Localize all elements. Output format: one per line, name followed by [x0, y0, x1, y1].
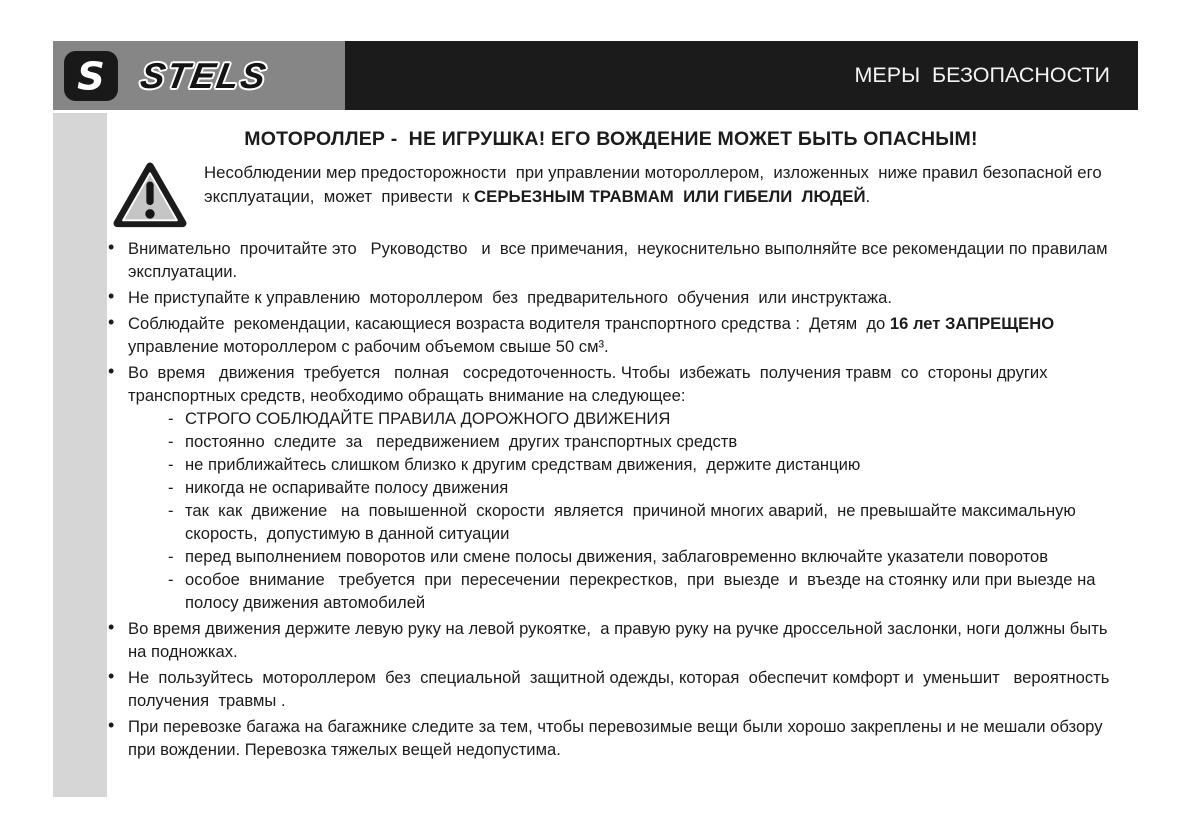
- bullet-text: [128, 363, 1052, 405]
- bullet-icon: •: [108, 715, 115, 735]
- list-item: [108, 361, 1114, 614]
- bullet-icon: •: [108, 312, 115, 332]
- header-bar: [53, 41, 1138, 110]
- list-item: [108, 286, 1114, 309]
- content-area: [108, 128, 1119, 764]
- sub-item-text: перед выполнением поворотов или смене полосы движения, заблаговременно включайте указатели поворотов: [185, 547, 1049, 566]
- bold-text-run: 16 лет ЗАПРЕЩЕНО: [889, 314, 1055, 333]
- dash-icon: -: [168, 409, 174, 428]
- text-run: Несоблюдении мер предосторожности при управлении мотороллером, изложенных ниже правил безопасной его эксплуатации, может привести к: [204, 163, 1107, 206]
- bullet-icon: •: [108, 666, 115, 686]
- bullet-icon: •: [108, 361, 115, 381]
- stels-s-icon: [63, 50, 119, 102]
- sub-item-text: СТРОГО СОБЛЮДАЙТЕ ПРАВИЛА ДОРОЖНОГО ДВИЖЕНИЯ: [185, 409, 671, 428]
- text-run: Во время движения требуется полная сосредоточенность. Чтобы избежать получения травм со стороны других транспортных средств, необходимо обращать внимание на следующее:: [128, 363, 1053, 405]
- safety-bullet-list: [108, 237, 1119, 761]
- sub-item-text: не приближайтесь слишком близко к другим средствам движения, держите дистанцию: [185, 455, 861, 474]
- page-title: МОТОРОЛЛЕР - НЕ ИГРУШКА! ЕГО ВОЖДЕНИЕ МОЖЕТ БЫТЬ ОПАСНЫМ!: [244, 128, 978, 150]
- stels-logo-panel: [53, 41, 345, 110]
- stels-wordmark: STELS: [137, 54, 271, 96]
- dash-icon: -: [168, 432, 174, 451]
- list-item: [108, 237, 1114, 283]
- bullet-icon: •: [108, 286, 115, 306]
- dash-icon: -: [168, 570, 174, 589]
- text-run: При перевозке багажа на багажнике следите за тем, чтобы перевозимые вещи были хорошо закреплены и не мешали обзору при вождении. Перевозка тяжелых вещей недопустима.: [128, 717, 1108, 759]
- bullet-text: [128, 668, 1119, 710]
- warning-callout: [108, 161, 1114, 231]
- text-run: .: [865, 186, 871, 206]
- sub-list-item: [168, 568, 1114, 614]
- sub-item-text: так как движение на повышенной скорости является причиной многих аварий, не превышайте максимальную скорость, допустимую в данной ситуации: [185, 501, 1081, 543]
- left-margin-strip: [53, 113, 107, 797]
- list-item: [108, 617, 1114, 663]
- text-run: Внимательно прочитайте это Руководство и все примечания, неукоснительно выполняйте все рекомендации по правилам эксплуатации.: [128, 239, 1113, 281]
- sub-list-item: [168, 407, 1114, 430]
- dash-icon: -: [168, 501, 174, 520]
- dash-icon: -: [168, 547, 174, 566]
- sub-list-item: [168, 545, 1114, 568]
- bullet-icon: •: [108, 617, 115, 637]
- text-run: Соблюдайте рекомендации, касающиеся возраста водителя транспортного средства : Детям до: [128, 314, 890, 333]
- sub-list: [168, 407, 1114, 614]
- warning-text: [204, 161, 1106, 231]
- sub-list-item: [168, 499, 1114, 545]
- bullet-text: [128, 314, 1059, 356]
- sub-item-text: постоянно следите за передвижением других транспортных средств: [185, 432, 738, 451]
- text-run: Не приступайте к управлению мотороллером без предварительного обучения или инструктажа.: [128, 288, 892, 307]
- sub-item-text: никогда не оспаривайте полосу движения: [185, 478, 509, 497]
- text-run: Во время движения держите левую руку на левой рукоятке, а правую руку на ручке дроссельной заслонки, ноги должны быть на подножках.: [128, 619, 1113, 661]
- dash-icon: -: [168, 455, 174, 474]
- section-title: МЕРЫ БЕЗОПАСНОСТИ: [854, 63, 1110, 87]
- dash-icon: -: [168, 478, 174, 497]
- bullet-text: [128, 239, 1112, 281]
- list-item: [108, 666, 1119, 712]
- bullet-icon: •: [108, 237, 115, 257]
- text-run: Не пользуйтесь мотороллером без специальной защитной одежды, которая обеспечит комфорт и уменьшит вероятность получения травмы .: [128, 668, 1119, 710]
- bold-text-run: СЕРЬЕЗНЫМ ТРАВМАМ ИЛИ ГИБЕЛИ ЛЮДЕЙ: [474, 186, 866, 206]
- bullet-text: [128, 288, 892, 307]
- bullet-text: [128, 619, 1112, 661]
- list-item: [108, 715, 1114, 761]
- sub-list-item: [168, 430, 1114, 453]
- sub-list-item: [168, 453, 1114, 476]
- warning-triangle-icon: [112, 161, 188, 231]
- bullet-text: [128, 717, 1107, 759]
- sub-item-text: особое внимание требуется при пересечении перекрестков, при выезде и въезде на стоянку или при выезде на полосу движения автомобилей: [185, 570, 1101, 612]
- list-item: [108, 312, 1114, 358]
- sub-list-item: [168, 476, 1114, 499]
- svg-text:S: S: [77, 53, 105, 99]
- text-run: управление мотороллером с рабочим объемом свыше 50 см³.: [128, 314, 1059, 356]
